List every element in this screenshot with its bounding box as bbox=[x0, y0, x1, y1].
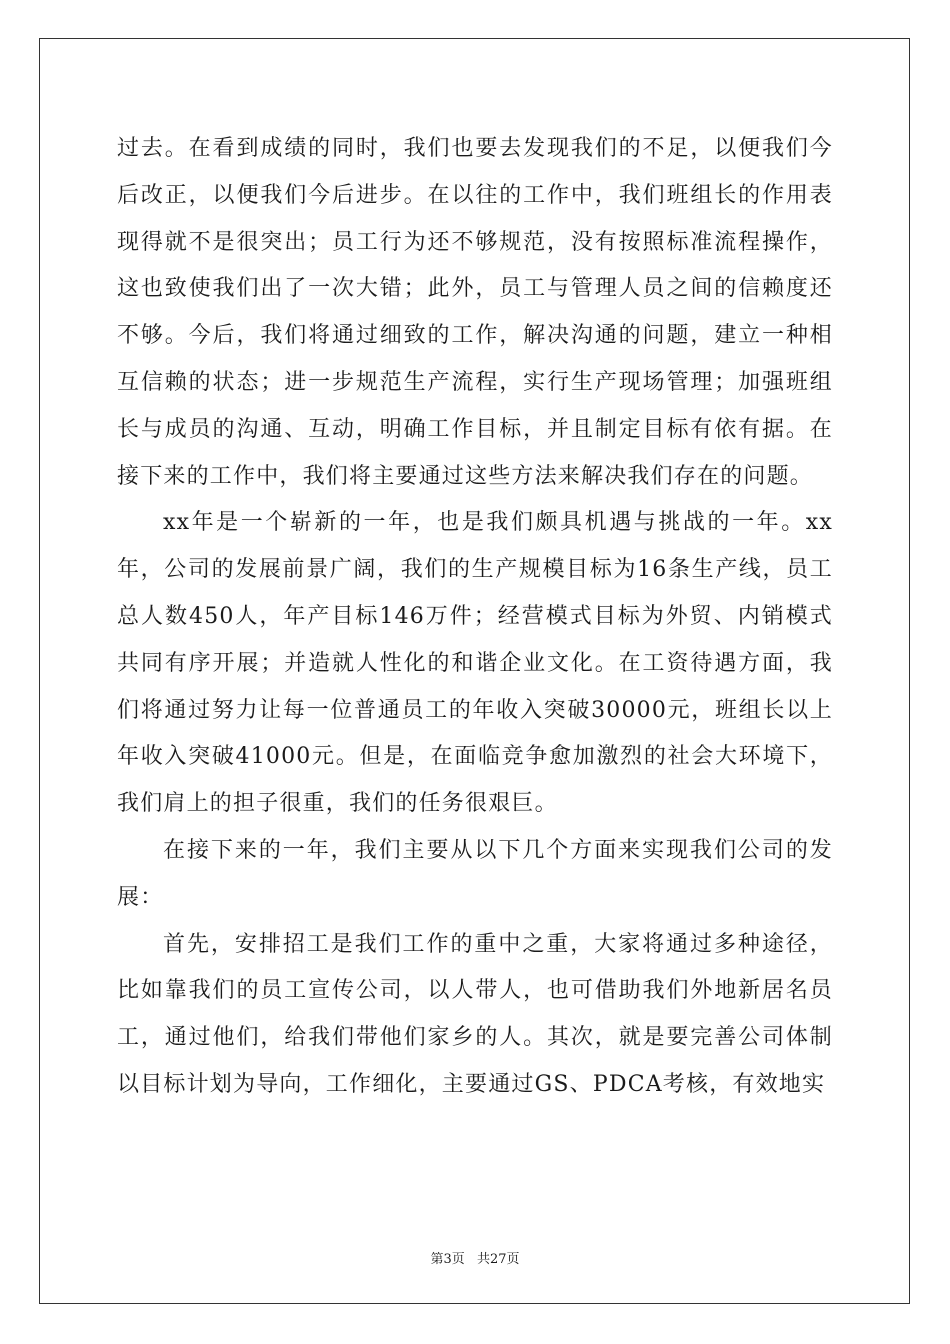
paragraph-1: 过去。在看到成绩的同时，我们也要去发现我们的不足，以便我们今后改正，以便我们今后进步。在以往的工作中，我们班组长的作用表现得就不是很突出；员工行为还不够规范，没有按照标准流程操作，这也致使我们出了一次大错；此外，员工与管理人员之间的信赖度还不够。今后，我们将通过细致的工作，解决沟通的问题，建立一种相互信赖的状态；进一步规范生产流程，实行生产现场管理；加强班组长与成员的沟通、互动，明确工作目标，并且制定目标有依有据。在接下来的工作中，我们将主要通过这些方法来解决我们存在的问题。 bbox=[117, 136, 833, 489]
paragraph-2: xx年是一个崭新的一年，也是我们颇具机遇与挑战的一年。xx年，公司的发展前景广阔，我们的生产规模目标为16条生产线，员工总人数450人，年产目标146万件；经营模式目标为外贸、内销模式共同有序开展；并造就人性化的和谐企业文化。在工资待遇方面，我们将通过努力让每一位普通员工的年收入突破30000元，班组长以上年收入突破41000元。但是，在面临竞争愈加激烈的社会大环境下，我们肩上的担子很重，我们的任务很艰巨。 bbox=[117, 510, 833, 817]
page-footer bbox=[0, 1248, 950, 1267]
total-pages: 共27页 bbox=[476, 1252, 520, 1267]
paragraph-3: 在接下来的一年，我们主要从以下几个方面来实现我们公司的发展： bbox=[117, 837, 833, 910]
page-number: 第3页 bbox=[430, 1252, 465, 1267]
paragraph-4: 首先，安排招工是我们工作的重中之重，大家将通过多种途径，比如靠我们的员工宣传公司，以人带人，也可借助我们外地新居名员工，通过他们，给我们带他们家乡的人。其次，就是要完善公司体制以目标计划为导向，工作细化，主要通过GS、PDCA考核，有效地实 bbox=[117, 931, 833, 1097]
document-body bbox=[117, 126, 833, 1109]
